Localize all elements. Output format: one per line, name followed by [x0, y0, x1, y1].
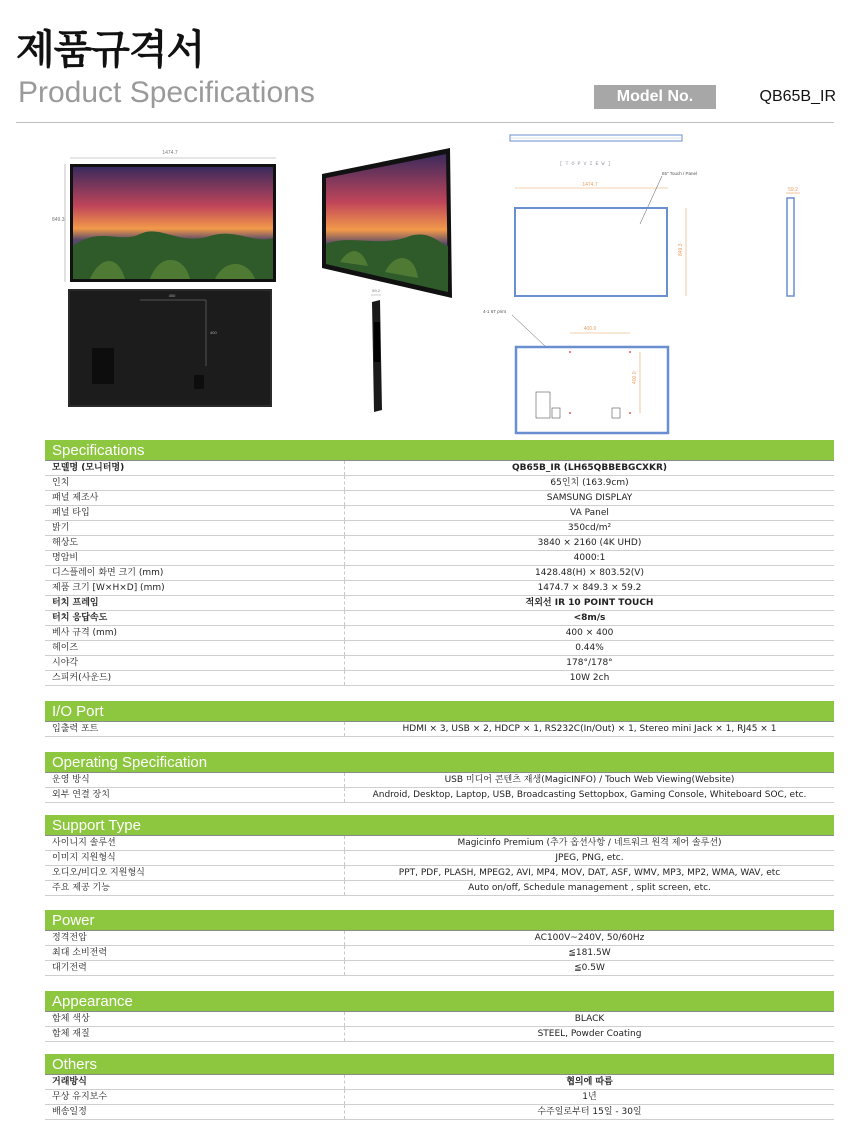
dwg-depth-dim: 59.2: [788, 187, 798, 193]
table-row: [45, 656, 834, 671]
table-row: [45, 611, 834, 626]
front-height-dim: 849.3: [52, 217, 65, 223]
row-value: QB65B_IR (LH65QBBEBGCXKR): [511, 463, 668, 473]
row-value: 적외선 IR 10 POINT TOUCH: [525, 598, 654, 608]
row-label: 인치: [45, 476, 345, 490]
row-label: 스피커(사운드): [45, 671, 345, 685]
technical-drawing-side: [786, 187, 800, 296]
row-label: 배송일정: [45, 1105, 345, 1119]
row-label: 거래방식: [45, 1075, 345, 1089]
back-vesa-v-dim: 400: [210, 330, 217, 335]
table-row: [45, 581, 834, 596]
section-others: [45, 1054, 834, 1120]
row-value: SAMSUNG DISPLAY: [546, 493, 633, 503]
row-value: 1428.48(H) × 803.52(V): [535, 568, 644, 578]
row-value: Auto on/off, Schedule management , split screen, etc.: [468, 883, 711, 893]
row-value: <8m/s: [573, 613, 606, 623]
row-label: 함체 색상: [45, 1012, 345, 1026]
section-appearance: [45, 991, 834, 1042]
table-row: [45, 773, 834, 788]
row-label: 디스플레이 화면 크기 (mm): [45, 566, 345, 580]
row-label: 대기전력: [45, 961, 345, 975]
row-value: USB 미디어 콘텐츠 재생(MagicINFO) / Touch Web Viewing(Website): [444, 775, 735, 785]
section-io-port: [45, 701, 834, 737]
spec-table: [45, 1011, 834, 1042]
page-title-en: Product Specifications: [18, 76, 315, 109]
row-value: 수주일로부터 15일 - 30일: [537, 1107, 642, 1117]
dwg-vesa-v-dim: 400.0: [632, 371, 638, 384]
row-label: 해상도: [45, 536, 345, 550]
table-row: [45, 641, 834, 656]
row-label: 명암비: [45, 551, 345, 565]
row-value: 협의에 따름: [566, 1077, 613, 1087]
table-row: [45, 1075, 834, 1090]
table-row: [45, 506, 834, 521]
row-value: 0.44%: [575, 643, 604, 653]
row-label: 베사 규격 (mm): [45, 626, 345, 640]
table-row: [45, 1105, 834, 1120]
table-row: [45, 671, 834, 686]
table-row: [45, 961, 834, 976]
dwg-width-dim: 1474.7: [582, 182, 598, 188]
dwg-vesa-h-dim: 400.0: [583, 326, 597, 332]
table-row: [45, 476, 834, 491]
row-label: 밝기: [45, 521, 345, 535]
table-row: [45, 491, 834, 506]
table-row: [45, 1090, 834, 1105]
row-label: 오디오/비디오 지원형식: [45, 866, 345, 880]
row-value: 65인치 (163.9cm): [550, 478, 629, 488]
spec-table: [45, 930, 834, 976]
row-value: Android, Desktop, Laptop, USB, Broadcasting Settopbox, Gaming Console, Whiteboard SOC, etc.: [372, 790, 807, 800]
row-label: 터치 응답속도: [45, 611, 345, 625]
table-row: [45, 1027, 834, 1042]
row-label: 터치 프레임: [45, 596, 345, 610]
top-view-label: [ T O P V I E W ]: [559, 161, 611, 167]
row-value: BLACK: [574, 1014, 605, 1024]
perspective-view: [322, 148, 452, 298]
row-label: 패널 타입: [45, 506, 345, 520]
section-support-type: [45, 815, 834, 896]
front-width-dim: 1474.7: [162, 150, 178, 156]
row-label: 정격전압: [45, 931, 345, 945]
technical-drawing-top: [510, 135, 682, 167]
row-value: HDMI × 3, USB × 2, HDCP × 1, RS232C(In/Out) × 1, Stereo mini Jack × 1, RJ45 × 1: [402, 724, 777, 734]
row-value: ≦181.5W: [568, 948, 611, 958]
table-row: [45, 596, 834, 611]
spec-table: [45, 772, 834, 803]
row-label: 외부 연결 장치: [45, 788, 345, 802]
row-label: 시야각: [45, 656, 345, 670]
row-label: 운영 방식: [45, 773, 345, 787]
section-title: Power: [45, 910, 834, 930]
row-label: 이미지 지원형식: [45, 851, 345, 865]
row-label: 제품 크기 [W×H×D] (mm): [45, 581, 345, 595]
section-title: Operating Specification: [45, 752, 834, 772]
row-value: JPEG, PNG, etc.: [555, 853, 624, 863]
row-label: 사이니지 솔루션: [45, 836, 345, 850]
row-value: 10W 2ch: [569, 673, 610, 683]
back-vesa-h-dim: 400: [168, 293, 176, 298]
product-drawings: [0, 126, 860, 440]
table-row: [45, 626, 834, 641]
section-operating-specification: [45, 752, 834, 803]
section-title: Others: [45, 1054, 834, 1074]
spec-table: [45, 1074, 834, 1120]
table-row: [45, 461, 834, 476]
table-row: [45, 521, 834, 536]
row-label: 모델명 (모니터명): [45, 461, 345, 475]
table-row: [45, 566, 834, 581]
vesa-screw-note: 4-1 6T print: [483, 309, 506, 314]
row-label: 입출력 포트: [45, 722, 345, 736]
page-title-ko: 제품규격서: [16, 27, 205, 73]
row-label: 헤이즈: [45, 641, 345, 655]
table-row: [45, 788, 834, 803]
table-row: [45, 946, 834, 961]
dwg-height-dim: 849.3: [678, 243, 684, 256]
spec-table: [45, 460, 834, 686]
spec-table: [45, 835, 834, 896]
table-row: [45, 851, 834, 866]
row-value: Magicinfo Premium (추가 옵션사항 / 네트워크 원격 제어 솔루션): [457, 838, 722, 848]
section-title: Appearance: [45, 991, 834, 1011]
model-number-value: QB65B_IR: [759, 88, 836, 105]
product-figures: [0, 126, 860, 440]
row-label: 함체 재질: [45, 1027, 345, 1041]
row-value: ≦0.5W: [574, 963, 605, 973]
header-divider: [16, 122, 834, 123]
touch-panel-note: 65" Touch / Panel: [662, 171, 698, 176]
table-row: [45, 1012, 834, 1027]
row-value: 350cd/m²: [567, 523, 612, 533]
table-row: [45, 536, 834, 551]
side-depth-dim: 59.2: [372, 288, 380, 293]
section-title: Specifications: [45, 440, 834, 460]
row-label: 무상 유지보수: [45, 1090, 345, 1104]
model-number-label: Model No.: [594, 85, 716, 109]
row-value: 1474.7 × 849.3 × 59.2: [537, 583, 642, 593]
back-view: [68, 289, 272, 407]
front-view: [52, 150, 276, 282]
table-row: [45, 722, 834, 737]
row-label: 최대 소비전력: [45, 946, 345, 960]
technical-drawing-back: [483, 309, 668, 433]
row-label: 패널 제조사: [45, 491, 345, 505]
technical-drawing-front: [515, 171, 697, 296]
table-row: [45, 931, 834, 946]
row-value: STEEL, Powder Coating: [537, 1029, 642, 1039]
section-power: [45, 910, 834, 976]
section-specifications: [45, 440, 834, 686]
section-title: I/O Port: [45, 701, 834, 721]
row-value: 178°/178°: [566, 658, 613, 668]
row-value: 1년: [582, 1092, 597, 1102]
table-row: [45, 836, 834, 851]
row-value: 3840 × 2160 (4K UHD): [537, 538, 642, 548]
row-value: AC100V~240V, 50/60Hz: [534, 933, 645, 943]
table-row: [45, 881, 834, 896]
row-value: PPT, PDF, PLASH, MPEG2, AVI, MP4, MOV, DAT, ASF, WMV, MP3, MP2, WMA, WAV, etc: [398, 868, 781, 878]
row-value: VA Panel: [570, 508, 609, 518]
side-view: [371, 288, 382, 412]
row-value: 4000:1: [573, 553, 606, 563]
row-label: 주요 제공 기능: [45, 881, 345, 895]
row-value: 400 × 400: [565, 628, 614, 638]
table-row: [45, 551, 834, 566]
section-title: Support Type: [45, 815, 834, 835]
table-row: [45, 866, 834, 881]
spec-table: [45, 721, 834, 737]
